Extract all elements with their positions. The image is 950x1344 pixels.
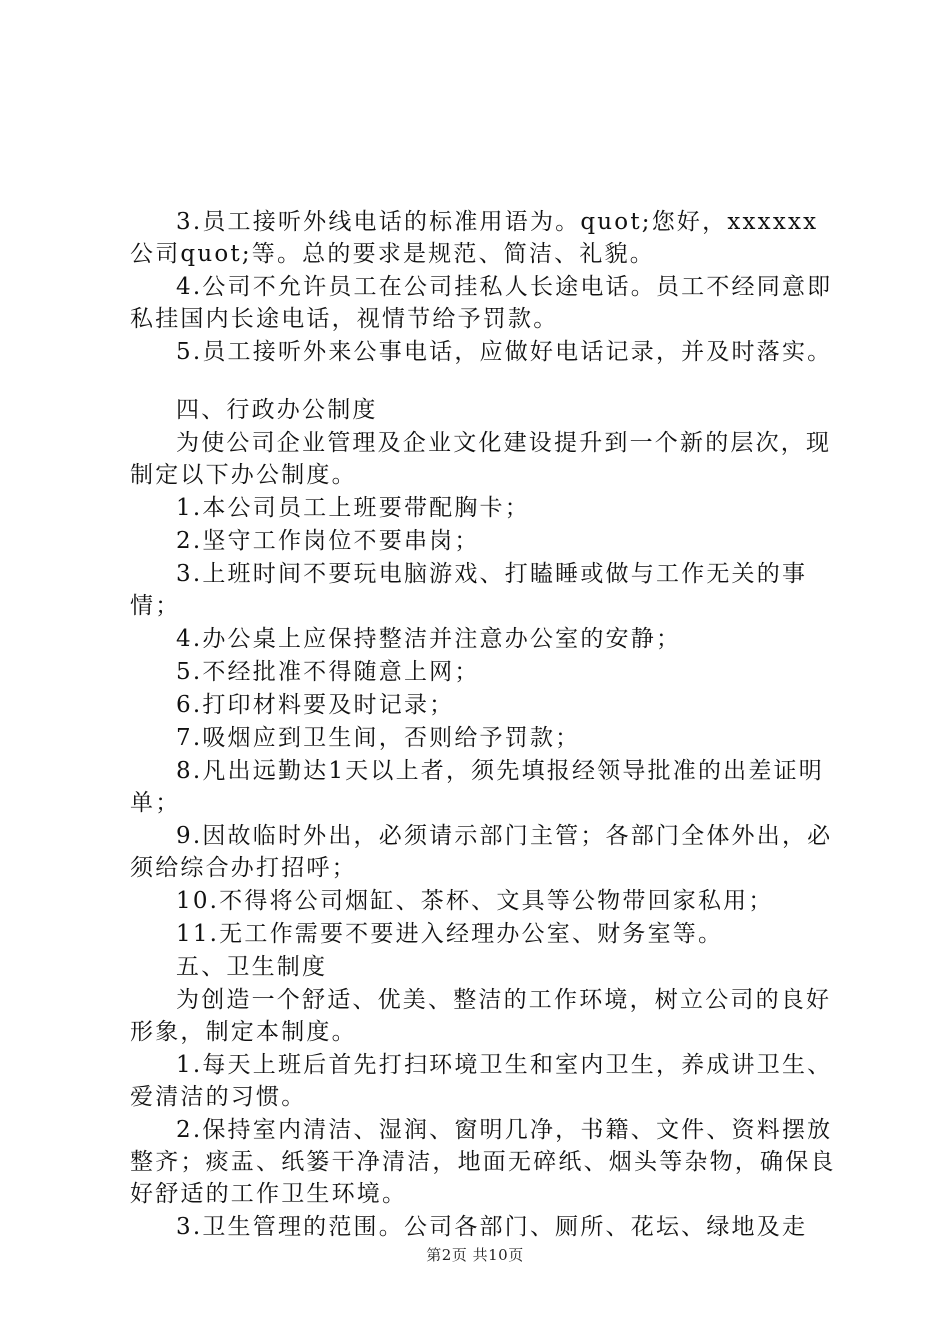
document-body bbox=[130, 206, 842, 1244]
list-item: 8.凡出远勤达1天以上者，须先填报经领导批准的出差证明单； bbox=[130, 758, 824, 816]
list-item: 6.打印材料要及时记录； bbox=[176, 692, 455, 718]
paragraph-no-private-calls: 4.公司不允许员工在公司挂私人长途电话。员工不经同意即私挂国内长途电话，视情节给予罚款。 bbox=[130, 274, 833, 332]
section-heading-hygiene: 五、卫生制度 bbox=[176, 954, 328, 980]
paragraph-office-intro: 为使公司企业管理及企业文化建设提升到一个新的层次，现制定以下办公制度。 bbox=[130, 430, 832, 488]
list-item: 7.吸烟应到卫生间，否则给予罚款； bbox=[176, 725, 581, 751]
list-item: 1.每天上班后首先打扫环境卫生和室内卫生，养成讲卫生、爱清洁的习惯。 bbox=[130, 1052, 833, 1110]
paragraph-phone-greeting: 3.员工接听外线电话的标准用语为。quot;您好，xxxxxx公司quot;等。总的要求是规范、简洁、礼貌。 bbox=[130, 209, 819, 267]
list-item: 9.因故临时外出，必须请示部门主管；各部门全体外出，必须给综合办打招呼； bbox=[130, 823, 833, 881]
paragraph-phone-records: 5.员工接听外来公事电话，应做好电话记录，并及时落实。 bbox=[176, 339, 833, 365]
list-item: 3.上班时间不要玩电脑游戏、打瞌睡或做与工作无关的事情； bbox=[130, 561, 808, 619]
list-item: 11.无工作需要不要进入经理办公室、财务室等。 bbox=[176, 921, 724, 947]
list-item: 5.不经批准不得随意上网； bbox=[176, 659, 480, 685]
list-item: 2.保持室内清洁、湿润、窗明几净，书籍、文件、资料摆放整齐；痰盂、纸篓干净清洁，地面无碎纸、烟头等杂物，确保良好舒适的工作卫生环境。 bbox=[130, 1117, 836, 1207]
list-item: 1.本公司员工上班要带配胸卡； bbox=[176, 495, 530, 521]
section-heading-office: 四、行政办公制度 bbox=[176, 397, 378, 423]
list-item: 2.坚守工作岗位不要串岗； bbox=[176, 528, 480, 554]
list-item: 3.卫生管理的范围。公司各部门、厕所、花坛、绿地及走 bbox=[176, 1214, 808, 1240]
list-item: 10.不得将公司烟缸、茶杯、文具等公物带回家私用； bbox=[176, 888, 774, 914]
page-number-footer: 第2页 共10页 bbox=[426, 1246, 524, 1264]
paragraph-hygiene-intro: 为创造一个舒适、优美、整洁的工作环境，树立公司的良好形象，制定本制度。 bbox=[130, 987, 832, 1045]
list-item: 4.办公桌上应保持整洁并注意办公室的安静； bbox=[176, 626, 682, 652]
